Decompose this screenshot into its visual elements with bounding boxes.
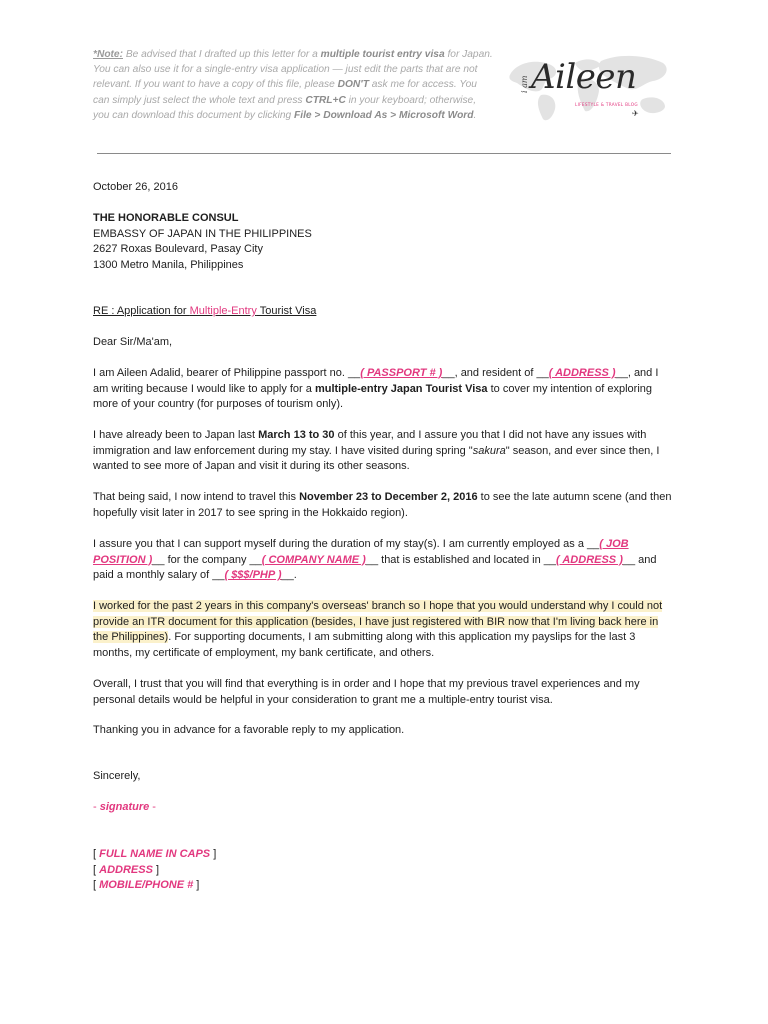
paragraph-text: " season, and ever since then, I wanted to see more of Japan and visit it during its other seasons. — [93, 444, 660, 473]
brand-logo — [505, 51, 675, 127]
logo-tagline: LIFESTYLE & TRAVEL BLOG — [575, 102, 638, 107]
note-text: Be advised that I drafted up this letter for a — [123, 49, 321, 60]
sender-detail-line — [93, 878, 673, 894]
salutation: Dear Sir/Ma'am, — [93, 336, 173, 348]
paragraph-text: That being said, I now intend to travel this — [93, 491, 300, 503]
subject-prefix: RE : Application for — [93, 305, 190, 317]
paragraph-italic: sakura — [472, 444, 506, 457]
bracket: ] — [152, 863, 160, 876]
paragraph-text: I assure you that I can support myself during the duration of my stay(s). I am currently employed as a __ — [93, 538, 600, 550]
paragraph-text: I am Aileen Adalid, bearer of Philippine passport no. __ — [93, 367, 361, 379]
sender-details — [93, 847, 673, 894]
company-name-placeholder: ( COMPANY NAME ) — [261, 553, 366, 566]
signature-line — [93, 800, 673, 816]
paragraph-text: __, and resident of __ — [442, 367, 549, 379]
job-position-placeholder: ( JOB POSITION ) — [93, 538, 629, 566]
bracket: ] — [210, 848, 217, 860]
salary-placeholder: ( $$$/PHP ) — [224, 569, 282, 582]
recipient-block — [93, 211, 673, 274]
closing: Sincerely, — [93, 770, 141, 782]
paragraph-text: __ that is established and located in __ — [365, 553, 557, 566]
note-bold: multiple tourist entry visa — [320, 49, 445, 60]
paragraph-travel-dates — [93, 490, 673, 521]
logo-small-text: i am — [520, 75, 529, 93]
recipient-title: THE HONORABLE CONSUL — [93, 212, 239, 224]
paragraph-text: of this year, and I assure you that I did not have any issues with immigration and law enforcement during my stay. I have visited during spring " — [93, 429, 647, 457]
paragraph-text: __. — [281, 569, 297, 582]
paragraph-bold: multiple-entry Japan Tourist Visa — [314, 382, 488, 395]
paragraph-text: to cover my intention of exploring more of your country (for purposes of tourism only). — [93, 382, 653, 411]
recipient-line: 1300 Metro Manila, Philippines — [93, 259, 244, 272]
paragraph-text: to see the late autumn scene (and then hopefully visit later in 2017 to see spring in the Hokkaido region). — [93, 491, 672, 519]
paragraph-text: __ and paid a monthly salary of __ — [93, 553, 657, 582]
paragraph-text: __, and I am writing because I would like to apply for a — [93, 367, 659, 395]
paragraph-conclusion: Overall, I trust that you will find that everything is in order and I hope that my previous travel experiences and my personal details would be helpful in your consideration to grant me a multiple-entry tourist visa. — [93, 678, 640, 706]
header-divider — [97, 153, 671, 154]
address-placeholder: ( ADDRESS ) — [548, 367, 616, 379]
paragraph-bold: November 23 to December 2, 2016 — [299, 491, 478, 503]
subject-line — [93, 304, 673, 320]
passport-placeholder: ( PASSPORT # ) — [360, 367, 443, 379]
phone-placeholder: MOBILE/PHONE # — [99, 879, 194, 892]
paragraph-text: __ for the company __ — [152, 553, 262, 566]
bracket: [ — [93, 863, 100, 876]
paragraph-travel-history — [93, 428, 673, 475]
paragraph-thanks: Thanking you in advance for a favorable reply to my application. — [93, 724, 405, 736]
note-text: for Japan. You can also use it for a single-entry visa application — just edit the parts that are not relevant. If you want to have a copy of this file, please — [93, 49, 493, 91]
note-bold: CTRL+C — [305, 94, 346, 106]
paragraph-intro — [93, 366, 673, 413]
bracket: [ — [93, 879, 100, 892]
sender-detail-line — [93, 847, 673, 863]
airplane-icon: ✈ — [632, 109, 639, 118]
full-name-placeholder: FULL NAME IN CAPS — [99, 848, 211, 860]
note-text: in your keyboard; otherwise, you can download this document by clicking — [93, 94, 477, 121]
signature-placeholder: signature — [99, 801, 150, 813]
sender-detail-line — [93, 863, 673, 879]
logo-name: Aileen — [531, 57, 637, 97]
note-bold: DON'T — [337, 79, 369, 91]
bracket: [ — [93, 848, 100, 860]
paragraph-text: I have already been to Japan last — [93, 429, 259, 441]
note-bold: File > Download As > Microsoft Word — [294, 109, 474, 121]
paragraph-bold: March 13 to 30 — [258, 429, 335, 441]
signature-dash: - — [93, 801, 100, 813]
highlighted-text: I worked for the past 2 years in this company's overseas' branch so I hope that you would understand why I could not provide an ITR document for this application (besides, I have just registered with BIR now that I'm living back here in the Philippines) — [93, 600, 663, 644]
note-text: ask me for access. You can simply just select the whole text and press — [93, 79, 477, 106]
letter-date: October 26, 2016 — [93, 181, 179, 193]
subject-highlight: Multiple-Entry — [189, 305, 257, 317]
company-address-placeholder: ( ADDRESS ) — [556, 553, 623, 566]
paragraph-employment — [93, 537, 673, 584]
sender-address-placeholder: ADDRESS — [99, 863, 153, 876]
recipient-line: EMBASSY OF JAPAN IN THE PHILIPPINES — [93, 227, 312, 240]
signature-dash: - — [149, 801, 156, 813]
paragraph-documents — [93, 599, 673, 662]
subject-suffix: Tourist Visa — [256, 305, 317, 317]
bracket: ] — [193, 879, 200, 892]
instruction-note — [93, 47, 493, 123]
note-label: *Note: — [93, 49, 123, 60]
paragraph-text: . For supporting documents, I am submitting along with this application my payslips for the last 3 months, my certificate of employment, my bank certificate, and others. — [93, 631, 636, 660]
note-text: . — [473, 109, 477, 121]
recipient-line: 2627 Roxas Boulevard, Pasay City — [93, 243, 263, 256]
